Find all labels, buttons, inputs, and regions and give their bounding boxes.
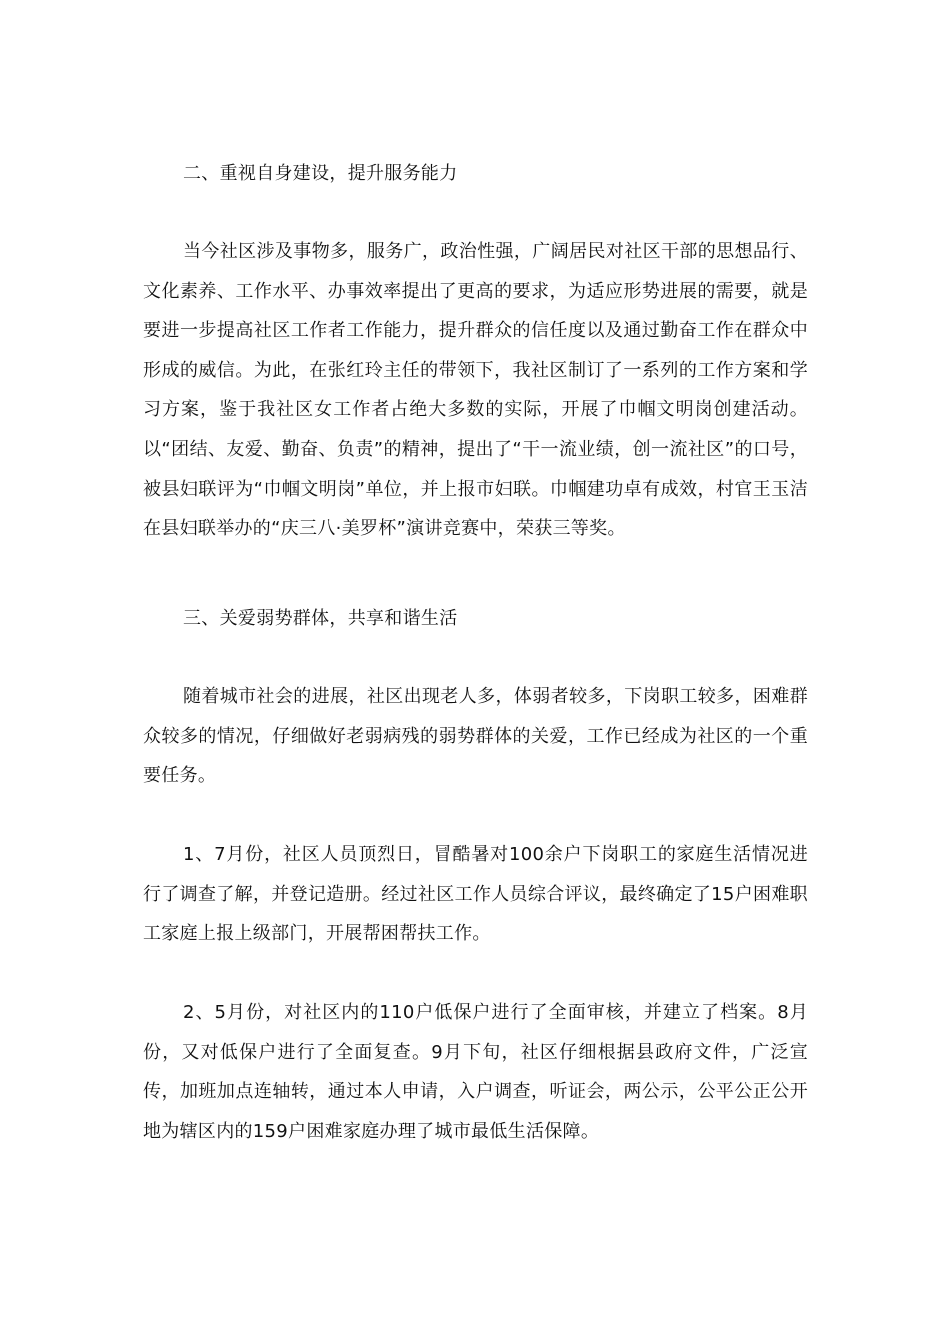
section-2-heading: 二、重视自身建设，提升服务能力 — [183, 163, 458, 184]
section-3-item-2-paragraph: 2、5月份，对社区内的110户低保户进行了全面审核，并建立了档案。8月份，又对低保户进行了全面复查。9月下旬，社区仔细根据县政府文件，广泛宣传，加班加点连轴转，通过本人申请，入户调查，听证会，两公示，公平公正公开地为辖区内的159户困难家庭办理了城市最低生活保障。 — [143, 1002, 808, 1142]
section-3-intro-paragraph: 随着城市社会的进展，社区出现老人多，体弱者较多，下岗职工较多，困难群众较多的情况，仔细做好老弱病残的弱势群体的关爱，工作已经成为社区的一个重要任务。 — [143, 686, 808, 787]
section-2-paragraph: 当今社区涉及事物多，服务广，政治性强，广阔居民对社区干部的思想品行、文化素养、工作水平、办事效率提出了更高的要求，为适应形势进展的需要，就是要进一步提高社区工作者工作能力，提升群众的信任度以及通过勤奋工作在群众中形成的威信。为此，在张红玲主任的带领下，我社区制订了一系列的工作方案和学习方案，鉴于我社区女工作者占绝大多数的实际，开展了巾帼文明岗创建活动。以“团结、友爱、勤奋、负责”的精神，提出了“干一流业绩，创一流社区”的口号，被县妇联评为“巾帼文明岗”单位，并上报市妇联。巾帼建功卓有成效，村官王玉洁在县妇联举办的“庆三八·美罗杯”演讲竞赛中，荣获三等奖。 — [143, 241, 808, 540]
section-3-item-1-paragraph: 1、7月份，社区人员顶烈日，冒酷暑对100余户下岗职工的家庭生活情况进行了调查了解，并登记造册。经过社区工作人员综合评议，最终确定了15户困难职工家庭上报上级部门，开展帮困帮扶工作。 — [143, 844, 808, 945]
section-3-heading: 三、关爱弱势群体，共享和谐生活 — [183, 608, 458, 629]
